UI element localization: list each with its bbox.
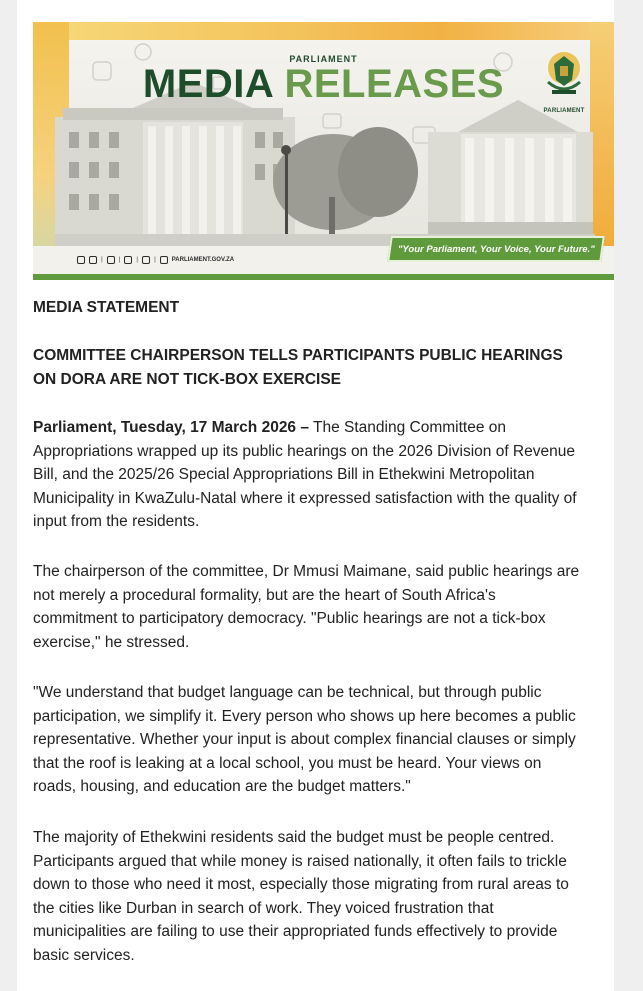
paragraph-line: not merely a procedural formality, but are the heart of South Africa's (33, 586, 496, 604)
banner-bottom-strip (33, 274, 614, 280)
paragraph-text: The Standing Committee on (308, 419, 507, 436)
banner-title (33, 62, 614, 107)
paragraph-3 (33, 681, 598, 799)
paragraph-line: Municipality in KwaZulu-Natal where it expressed satisfaction with the quality of (33, 489, 577, 507)
banner-title-releases: RELEASES (284, 62, 505, 106)
dateline: Parliament, Tuesday, 17 March 2026 – (33, 419, 309, 436)
paragraph-line: municipalities are failing to use their appropriated funds effectively to provide (33, 923, 558, 940)
paragraph-line: The majority of Ethekwini residents said the budget must be people centred. (33, 829, 555, 846)
headline-line: COMMITTEE CHAIRPERSON TELLS PARTICIPANTS PUBLIC HEARINGS (33, 347, 563, 364)
social-links-row (77, 253, 234, 267)
tagline-box (387, 236, 605, 262)
paragraph-line: that the roof is leaking at a local school, you must be heard. Your views on (33, 754, 542, 772)
paragraph-line: exercise," he stressed. (33, 633, 190, 651)
paragraph-line: the cities like Durban in search of work. They voiced frustration that (33, 899, 494, 917)
tagline-text: "Your Parliament, Your Voice, Your Future." (397, 243, 595, 255)
headline-line: ON DORA ARE NOT TICK-BOX EXERCISE (33, 371, 342, 388)
crest-label: PARLIAMENT (543, 108, 585, 114)
paragraph-line: down to those who need it most, especially those migrating from rural areas to (33, 876, 569, 893)
paragraph-line: The chairperson of the committee, Dr Mmusi Maimane, said public hearings are (33, 563, 580, 580)
paragraph-1 (33, 416, 598, 534)
paragraph-line: "We understand that budget language can be technical, but through public (33, 684, 542, 701)
instagram-icon[interactable] (142, 256, 150, 264)
email-body (17, 0, 614, 991)
media-statement-label: MEDIA STATEMENT (33, 299, 180, 316)
right-parliament-building (428, 100, 593, 242)
paragraph-line: Participants argued that while money is raised nationally, it often fails to trickle (33, 852, 567, 870)
paragraph-line: representative. Whether your input is about complex financial clauses or simply (33, 731, 576, 748)
paragraph-4 (33, 826, 598, 967)
paragraph-line: Appropriations wrapped up its public hearings on the 2026 Division of Revenue (33, 442, 575, 460)
media-releases-banner (33, 22, 614, 280)
banner-kicker: PARLIAMENT (289, 54, 358, 64)
youtube-icon[interactable] (77, 256, 85, 264)
social-separator: | (101, 257, 103, 263)
headline (33, 344, 598, 392)
paragraph-line: input from the residents. (33, 513, 200, 530)
paragraph-line: Bill, and the 2025/26 Special Appropriations Bill in Ethekwini Metropolitan (33, 466, 535, 483)
banner-title-media: MEDIA (142, 62, 273, 106)
paragraph-line: basic services. (33, 946, 135, 964)
paragraph-line: commitment to participatory democracy. "Public hearings are not a tick-box (33, 610, 546, 627)
paragraph-line: participation, we simplify it. Every person who shows up here becomes a public (33, 707, 576, 725)
paragraph-line: roads, housing, and education are the budget matters." (33, 778, 411, 795)
podcast-icon[interactable] (89, 256, 97, 264)
paragraph-2 (33, 560, 598, 654)
paragraph-line (33, 416, 598, 440)
coat-of-arms-icon (538, 46, 590, 106)
social-separator: | (154, 257, 156, 263)
website-link[interactable]: PARLIAMENT.GOV.ZA (171, 257, 235, 263)
social-separator: | (136, 257, 139, 263)
globe-icon[interactable] (160, 256, 168, 264)
facebook-icon[interactable] (124, 256, 132, 264)
parliament-crest-logo (538, 46, 590, 118)
x-twitter-icon[interactable] (107, 256, 115, 264)
social-separator: | (118, 257, 121, 263)
